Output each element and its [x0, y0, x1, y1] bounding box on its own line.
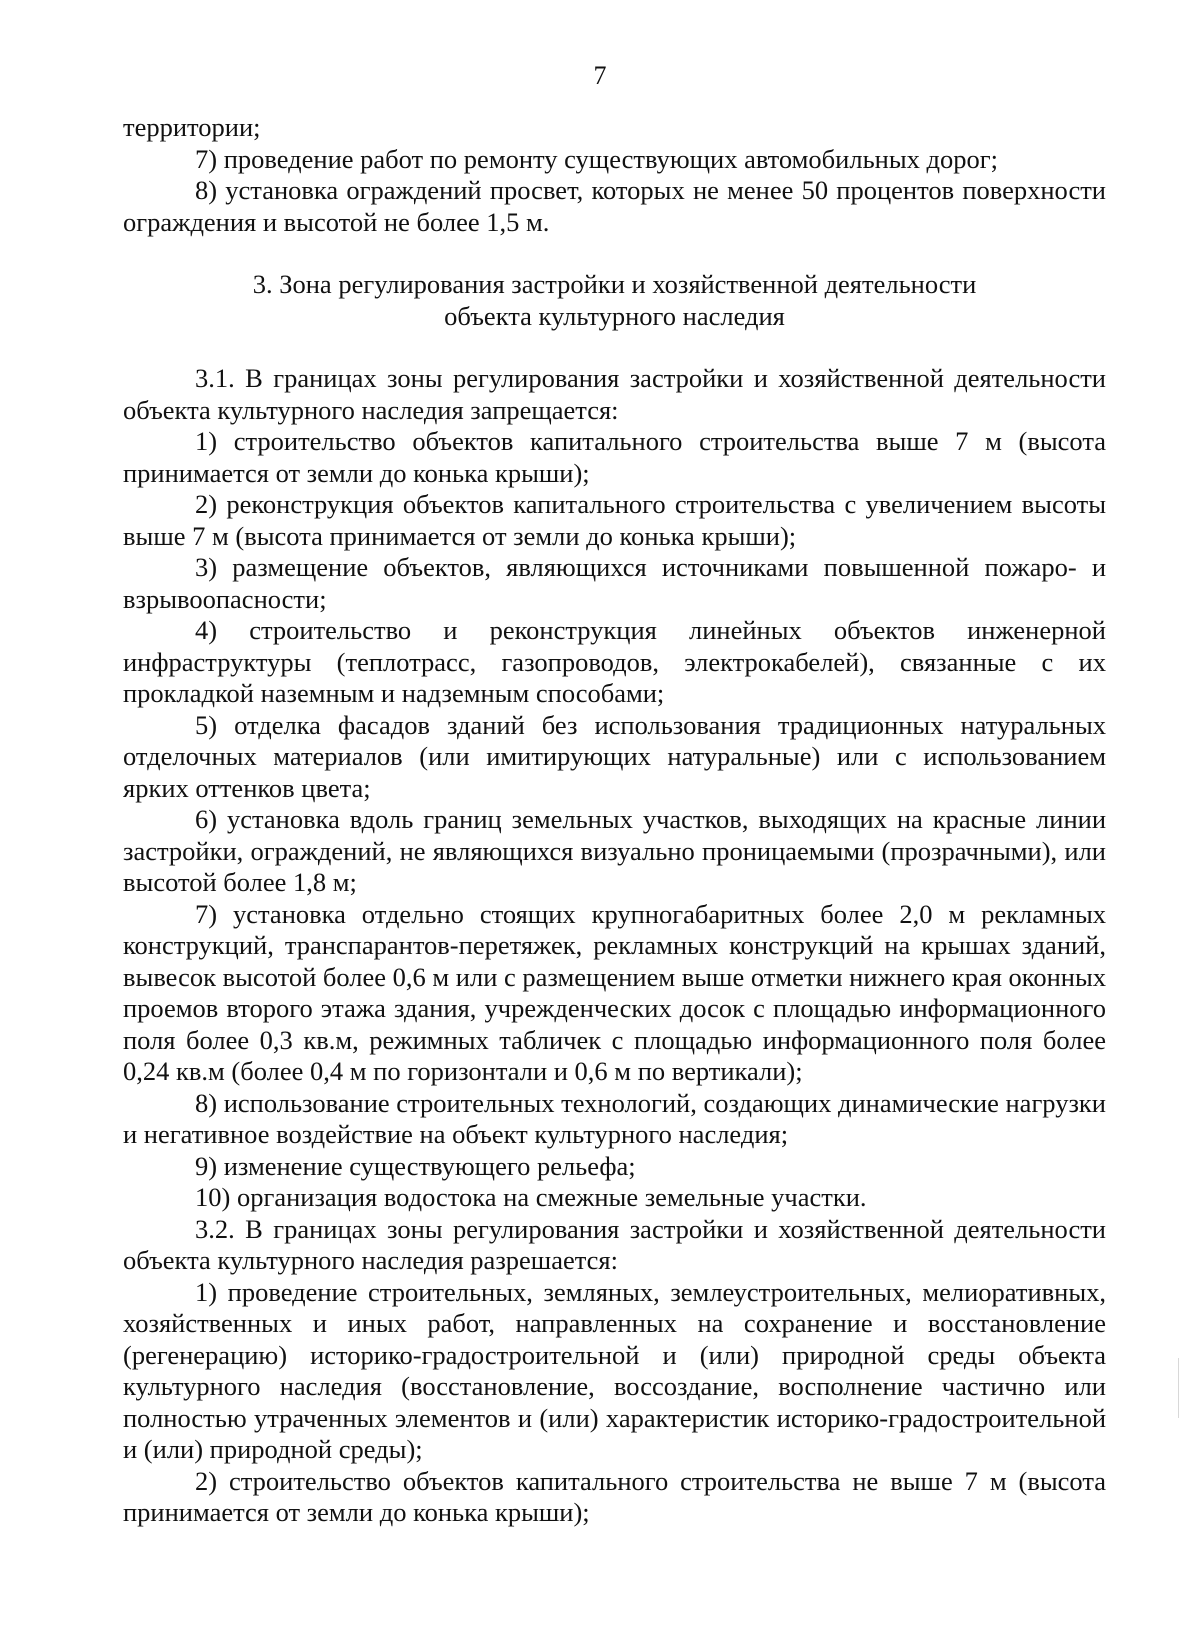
document-body — [123, 112, 1106, 1529]
list-item: 7) установка отдельно стоящих крупногабаритных более 2,0 м рекламных конструкций, транспарантов-перетяжек, рекламных конструкций на крышах зданий, вывесок высотой более 0,6 м или с размещением выше отметки нижнего края оконных проемов второго этажа здания, учрежденческих досок с площадью информационного поля более 0,3 кв.м, режимных табличек с площадью информационного поля более 0,24 кв.м (более 0,4 м по горизонтали и 0,6 м по вертикали); — [123, 898, 1106, 1086]
list-item: 5) отделка фасадов зданий без использования традиционных натуральных отделочных материалов (или имитирующих натуральные) или с использованием ярких оттенков цвета; — [123, 709, 1106, 803]
list-item: 4) строительство и реконструкция линейных объектов инженерной инфраструктуры (теплотрасс, газопроводов, электрокабелей), связанные с их прокладкой наземным и надземным способами; — [123, 615, 1106, 708]
scan-artifact — [1178, 1358, 1179, 1418]
clause-paragraph: 3.1. В границах зоны регулирования застройки и хозяйственной деятельности объекта культурного наследия запрещается: — [123, 363, 1106, 425]
list-item: 8) установка ограждений просвет, которых не менее 50 процентов поверхности ограждения и высотой не более 1,5 м. — [123, 175, 1106, 237]
list-item: 3) размещение объектов, являющихся источниками повышенной пожаро- и взрывоопасности; — [123, 552, 1106, 614]
paragraph-continuation: территории; — [123, 112, 261, 142]
page-number: 7 — [593, 61, 607, 90]
list-item: 2) строительство объектов капитального строительства не выше 7 м (высота принимается от земли до конька крыши); — [123, 1465, 1106, 1527]
list-item: 1) проведение строительных, земляных, землеустроительных, мелиоративных, хозяйственных и иных работ, направленных на сохранение и восстановление (регенерацию) историко-градостроительной и (или) природной среды объекта культурного наследия (восстановление, воссоздание, восполнение частично или полностью утраченных элементов и (или) характеристик историко-градостроительной и (или) природной среды); — [123, 1276, 1106, 1464]
list-item: 9) изменение существующего рельефа; — [195, 1150, 636, 1181]
section-heading — [123, 269, 1106, 332]
list-item: 6) установка вдоль границ земельных участков, выходящих на красные линии застройки, ограждений, не являющихся визуально проницаемыми (прозрачными), или высотой более 1,8 м; — [123, 804, 1106, 897]
list-item: 2) реконструкция объектов капитального строительства с увеличением высоты выше 7 м (высота принимается от земли до конька крыши); — [123, 489, 1106, 551]
section-heading-line: объекта культурного наследия — [444, 300, 785, 331]
list-item: 7) проведение работ по ремонту существующих автомобильных дорог; — [195, 143, 998, 174]
section-heading-line: 3. Зона регулирования застройки и хозяйственной деятельности — [252, 269, 977, 299]
clause-paragraph: 3.2. В границах зоны регулирования застройки и хозяйственной деятельности объекта культурного наследия разрешается: — [123, 1213, 1106, 1275]
list-item: 8) использование строительных технологий, создающих динамические нагрузки и негативное воздействие на объект культурного наследия; — [123, 1087, 1106, 1149]
list-item: 1) строительство объектов капитального строительства выше 7 м (высота принимается от земли до конька крыши); — [123, 426, 1106, 488]
list-item: 10) организация водостока на смежные земельные участки. — [195, 1182, 867, 1212]
section-body — [123, 363, 1106, 1529]
